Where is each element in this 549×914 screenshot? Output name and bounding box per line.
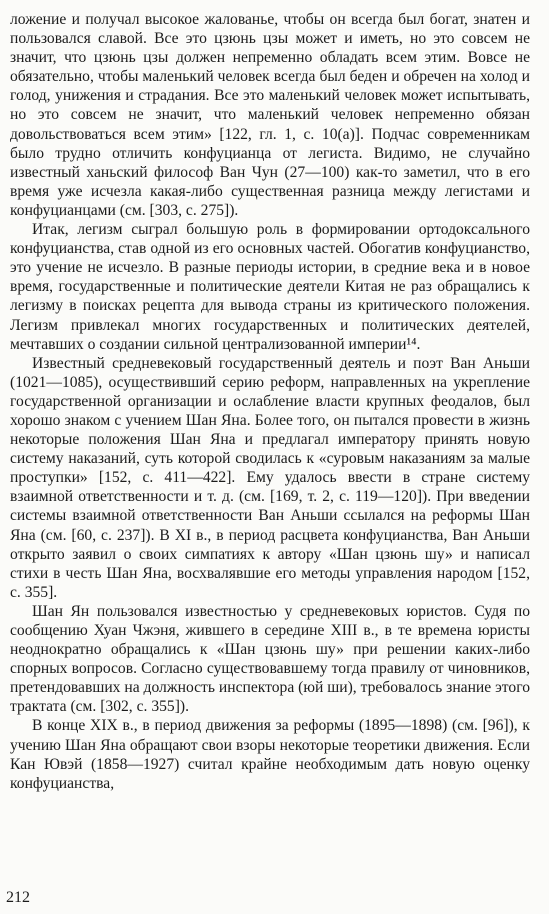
paragraph-reform-movement: В конце XIX в., в период движения за реформы (1895—1898) (см. [96]), к учению Шан Яна обращают свои взоры некоторые теоретики движения. Если Кан Ювэй (1858—1927) считал крайне необходимым дать новую оценку конфуцианства, — [10, 717, 530, 792]
paragraph-continuation: ложение и получал высокое жалованье, чтобы он всегда был богат, знатен и пользовался славой. Все это цзюнь цзы может и иметь, но это совсем не значит, что цзюнь цзы должен непременно обладать всем этим. Вовсе не обязательно, чтобы маленький человек всегда был беден и обречен на холод и голод, унижения и страдания. Все это маленький человек может испытывать, но это совсем не значит, что маленький человек непременно обязан довольствоваться всем этим» [122, гл. 1, с. 10(а)]. Подчас современникам было трудно отличить конфуцианца от легиста. Видимо, не случайно известный ханьский философ Ван Чун (27—100) как-то заметил, что в его время уже исчезла какая-либо существенная разница между легистами и конфуцианцами (см. [303, с. 275]). — [10, 11, 530, 219]
body-text — [10, 10, 530, 793]
page-number: 212 — [6, 889, 30, 906]
paragraph-legism-role: Итак, легизм сыграл большую роль в формировании ортодоксального конфуцианства, став одной из его основных частей. Обогатив конфуцианство, это учение не исчезло. В разные периоды истории, в средние века и в новое время, государственные и политические деятели Китая не раз обращались к легизму в поисках рецепта для вывода страны из критического положения. Легизм привлекал многих государственных и политических деятелей, мечтавших о создании сильной централизованной империи¹⁴. — [10, 221, 530, 353]
paragraph-medieval-jurists: Шан Ян пользовался известностью у средневековых юристов. Судя по сообщению Хуан Чжэня, жившего в середине XIII в., в те времена юристы неоднократно обращались к «Шан цзюнь шу» при решении каких-либо спорных вопросов. Согласно существовавшему тогда правилу от чиновников, претендовавших на должность инспектора (юй ши), требовалось знание этого трактата (см. [302, с. 355]). — [10, 602, 530, 716]
paragraph-wang-anshi: Известный средневековый государственный деятель и поэт Ван Аньши (1021—1085), осуществивший серию реформ, направленных на укрепление государственной организации и ослабление власти крупных феодалов, был хорошо знаком с учением Шан Яна. Более того, он пытался провести в жизнь некоторые положения Шан Яна и предлагал императору принять новую систему наказаний, суть которой сводилась к «суровым наказаниям за малые проступки» [152, с. 411—422]. Ему удалось ввести в стране систему взаимной ответственности и т. д. (см. [169, т. 2, с. 119—120]). При введении системы взаимной ответственности Ван Аньши ссылался на реформы Шан Яна (см. [60, с. 237]). В XI в., в период расцвета конфуцианства, Ван Аньши открыто заявил о своих симпатиях к автору «Шан цзюнь шу» и написал стихи в честь Шан Яна, восхвалявшие его методы управления народом [152, с. 355]. — [10, 354, 530, 601]
